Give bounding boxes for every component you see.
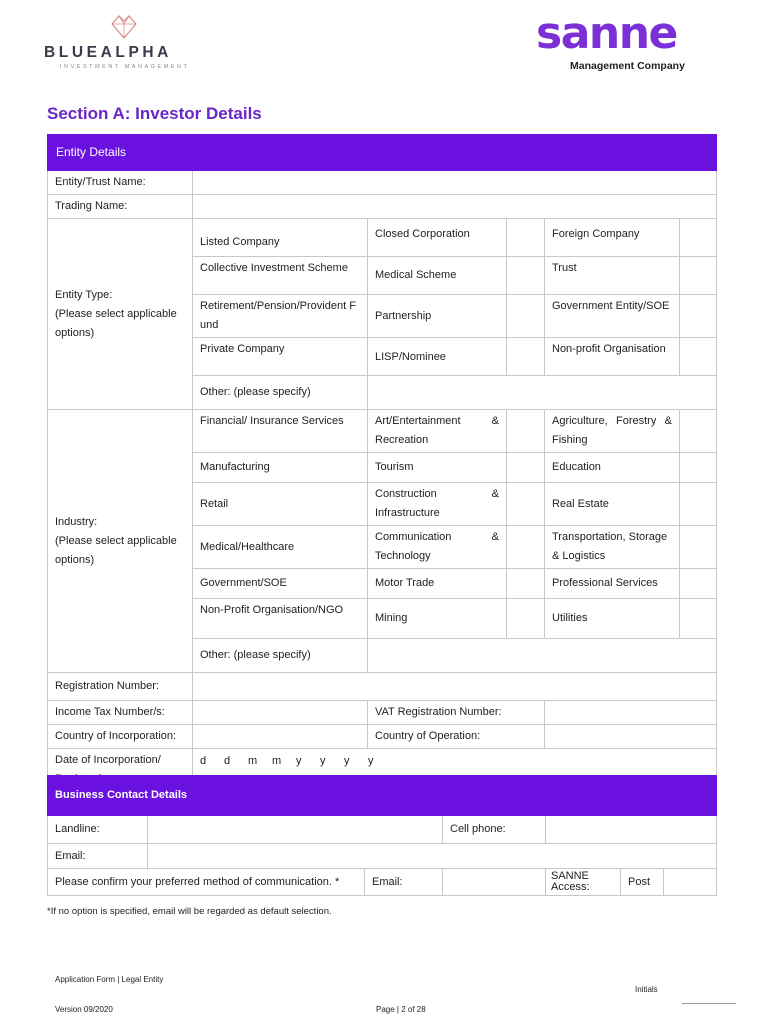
date-ph-y1: y — [296, 755, 303, 767]
preferred-method-label: Please confirm your preferred method of communication. * — [48, 869, 365, 896]
footer-version: Version 09/2020 — [55, 1005, 113, 1014]
industry-utilities: Utilities — [545, 599, 680, 639]
default-selection-note: *If no option is specified, email will be regarded as default selection. — [47, 906, 332, 917]
type-lisp-nominee-checkbox[interactable] — [507, 338, 545, 376]
type-government-entity: Government Entity/SOE — [545, 295, 680, 338]
type-government-entity-checkbox[interactable] — [680, 295, 717, 338]
date-ph-y4: y — [368, 755, 375, 767]
type-foreign-company: Foreign Company — [545, 219, 680, 257]
business-contact-header: Business Contact Details — [48, 776, 717, 816]
trading-name-input[interactable] — [193, 195, 717, 219]
industry-real-estate-checkbox[interactable] — [680, 483, 717, 526]
option-post-checkbox[interactable] — [664, 869, 717, 896]
industry-manufacturing: Manufacturing — [193, 453, 368, 483]
date-incorporation-label: Date of Incorporation/ — [48, 749, 193, 792]
option-sanne-access-label: SANNE Access: — [546, 869, 621, 896]
industry-construction-checkbox[interactable] — [507, 483, 545, 526]
type-closed-corporation-checkbox[interactable] — [507, 219, 545, 257]
email-label: Email: — [48, 844, 148, 869]
industry-transportation: Transportation, Storage & Logistics — [545, 526, 680, 569]
industry-communication-checkbox[interactable] — [507, 526, 545, 569]
industry-education: Education — [545, 453, 680, 483]
industry-mining: Mining — [368, 599, 507, 639]
business-contact-table — [47, 775, 717, 896]
industry-art-checkbox[interactable] — [507, 410, 545, 453]
sanne-logo — [536, 8, 706, 78]
type-closed-corporation: Closed Corporation — [368, 219, 507, 257]
option-email-label: Email: — [365, 869, 443, 896]
industry-agriculture: Agriculture, Forestry & Fishing — [545, 410, 680, 453]
industry-education-checkbox[interactable] — [680, 453, 717, 483]
type-nonprofit-organisation: Non-profit Organisation — [545, 338, 680, 376]
industry-tourism-checkbox[interactable] — [507, 453, 545, 483]
industry-hint: (Please select applicable options) — [55, 534, 177, 566]
country-operation-input[interactable] — [545, 725, 717, 749]
bluealpha-mark-icon — [109, 14, 139, 40]
industry-transportation-checkbox[interactable] — [680, 526, 717, 569]
date-ph-d2: d — [224, 755, 232, 767]
date-ph-m1: m — [248, 755, 259, 767]
type-foreign-company-checkbox[interactable] — [680, 219, 717, 257]
industry-motor-trade-checkbox[interactable] — [507, 569, 545, 599]
registration-number-input[interactable] — [193, 673, 717, 701]
industry-art: Art/Entertainment & Recreation — [368, 410, 507, 453]
trust-name-label: Entity/Trust Name: — [48, 171, 193, 195]
entity-type-label — [48, 219, 193, 410]
date-ph-m2: m — [272, 755, 283, 767]
industry-government: Government/SOE — [193, 569, 368, 599]
industry-motor-trade: Motor Trade — [368, 569, 507, 599]
industry-tourism: Tourism — [368, 453, 507, 483]
type-retirement-fund: Retirement/Pension/Provident Fund — [193, 295, 368, 338]
type-collective-investment: Collective Investment Scheme — [193, 257, 368, 295]
industry-financial: Financial/ Insurance Services — [193, 410, 368, 453]
sanne-wordmark: sanne — [536, 8, 677, 59]
type-medical-scheme-checkbox[interactable] — [507, 257, 545, 295]
industry-construction: Construction & Infrastructure — [368, 483, 507, 526]
type-lisp-nominee: LISP/Nominee — [368, 338, 507, 376]
footer-form-name: Application Form | Legal Entity — [55, 975, 164, 984]
trust-name-input[interactable] — [193, 171, 717, 195]
type-private-company: Private Company — [193, 338, 368, 376]
type-other-label: Other: (please specify) — [193, 376, 368, 410]
income-tax-label: Income Tax Number/s: — [48, 701, 193, 725]
bluealpha-name: BLUEALPHA — [44, 44, 172, 61]
income-tax-input[interactable] — [193, 701, 368, 725]
sanne-subtitle: Management Company — [570, 60, 685, 72]
registration-number-label: Registration Number: — [48, 673, 193, 701]
landline-label: Landline: — [48, 816, 148, 844]
industry-mining-checkbox[interactable] — [507, 599, 545, 639]
landline-input[interactable] — [148, 816, 443, 844]
option-post-label: Post — [621, 869, 664, 896]
type-partnership-checkbox[interactable] — [507, 295, 545, 338]
footer-initials-label: Initials — [635, 985, 658, 994]
section-title: Section A: Investor Details — [47, 104, 262, 123]
date-ph-y2: y — [320, 755, 327, 767]
vat-label: VAT Registration Number: — [368, 701, 545, 725]
industry-label — [48, 410, 193, 673]
bluealpha-subtitle: INVESTMENT MANAGEMENT — [60, 64, 190, 70]
country-incorporation-label: Country of Incorporation: — [48, 725, 193, 749]
industry-communication: Communication & Technology — [368, 526, 507, 569]
cell-phone-input[interactable] — [546, 816, 717, 844]
industry-medical: Medical/Healthcare — [193, 526, 368, 569]
entity-type-hint: (Please select applicable options) — [55, 307, 177, 339]
trading-name-label: Trading Name: — [48, 195, 193, 219]
type-trust: Trust — [545, 257, 680, 295]
email-input[interactable] — [148, 844, 717, 869]
date-ph-d1: d — [200, 755, 208, 767]
date-ph-y3: y — [344, 755, 351, 767]
type-listed-company: Listed Company — [193, 219, 368, 257]
country-incorporation-input[interactable] — [193, 725, 368, 749]
type-nonprofit-organisation-checkbox[interactable] — [680, 338, 717, 376]
country-operation-label: Country of Operation: — [368, 725, 545, 749]
entity-type-title: Entity Type: — [55, 288, 113, 301]
type-partnership: Partnership — [368, 295, 507, 338]
industry-professional: Professional Services — [545, 569, 680, 599]
industry-professional-checkbox[interactable] — [680, 569, 717, 599]
vat-input[interactable] — [545, 701, 717, 725]
industry-real-estate: Real Estate — [545, 483, 680, 526]
bluealpha-logo — [44, 12, 204, 72]
industry-nonprofit: Non-Profit Organisation/NGO — [193, 599, 368, 639]
type-other-input[interactable] — [368, 376, 717, 410]
industry-other-label: Other: (please specify) — [193, 639, 368, 673]
industry-title: Industry: — [55, 515, 98, 528]
type-medical-scheme: Medical Scheme — [368, 257, 507, 295]
entity-details-header: Entity Details — [48, 135, 717, 171]
cell-phone-label: Cell phone: — [443, 816, 546, 844]
initials-line[interactable] — [682, 1003, 736, 1004]
option-email-checkbox[interactable] — [443, 869, 546, 896]
type-trust-checkbox[interactable] — [680, 257, 717, 295]
footer-page-number: Page | 2 of 28 — [376, 1005, 426, 1014]
entity-details-table — [47, 134, 717, 792]
industry-agriculture-checkbox[interactable] — [680, 410, 717, 453]
industry-retail: Retail — [193, 483, 368, 526]
industry-utilities-checkbox[interactable] — [680, 599, 717, 639]
industry-other-input[interactable] — [368, 639, 717, 673]
